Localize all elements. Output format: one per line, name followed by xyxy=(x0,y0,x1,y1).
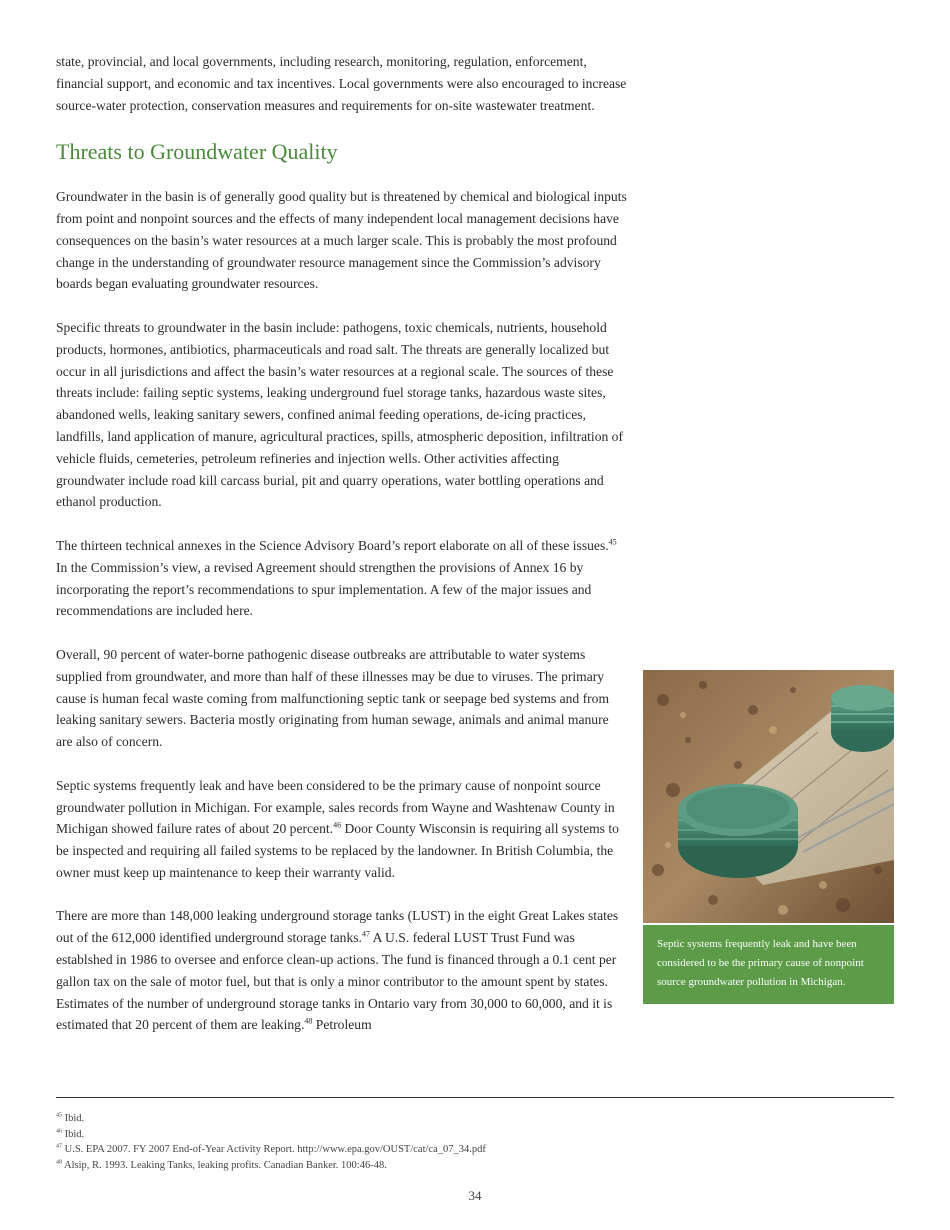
paragraph-3-text-a: The thirteen technical annexes in the Science Advisory Board’s report elaborate on all of these issues. xyxy=(56,537,609,553)
paragraph-5 xyxy=(56,775,628,884)
paragraph-3 xyxy=(56,535,628,622)
footnote-text: Ibid. xyxy=(62,1128,85,1140)
paragraph-6-text-b: A U.S. federal LUST Trust Fund was establshed in 1986 to oversee and enforce clean-up actions. The fund is financed through a 0.1 cent per gallon tax on the sale of motor fuel, but that is only a minor contributor to the amount spent by states. Estimates of the number of underground storage tanks in Ontario vary from 30,000 to 60,000, and it is estimated that 20 percent of them are leaking. xyxy=(56,930,617,1033)
septic-tank-photo xyxy=(643,670,894,923)
footnote-48 xyxy=(56,1158,894,1174)
paragraph-6-text-c: Petroleum xyxy=(312,1017,372,1033)
paragraph-1: Groundwater in the basin is of generally good quality but is threatened by chemical and biological inputs from point and nonpoint sources and the effects of many independent local management decisions have consequences on the basin’s water resources at a much larger scale. This is probably the most profound change in the understanding of groundwater resource management since the Commission’s advisory boards began evaluating groundwater resources. xyxy=(56,189,627,292)
paragraph-2: Specific threats to groundwater in the basin include: pathogens, toxic chemicals, nutrients, household products, hormones, antibiotics, pharmaceuticals and road salt. The threats are generally localized but occur in all jurisdictions and affect the basin’s water resources at a regional scale. The sources of these threats include: failing septic systems, leaking underground fuel storage tanks, hazardous waste sites, abandoned wells, leaking sanitary sewers, confined animal feeding operations, de-icing practices, landfills, land application of manure, agricultural practices, spills, atmospheric deposition, infiltration of vehicle fluids, cemeteries, petroleum refineries and injection wells. Other activities affecting groundwater include road kill carcass burial, pit and quarry operations, water bottling operations and ethanol production. xyxy=(56,319,624,510)
footnotes xyxy=(56,1111,894,1173)
intro-paragraph: state, provincial, and local governments, including research, monitoring, regulation, enforcement, financial support, and economic and tax incentives. Local governments were also encouraged to increase source-water protection, conservation measures and requirements for on-site wastewater treatment. xyxy=(56,54,627,113)
footnote-ref-47: 47 xyxy=(361,929,370,939)
footnote-number: 47 xyxy=(56,1143,62,1150)
footnote-text: Alsip, R. 1993. Leaking Tanks, leaking profits. Canadian Banker. 100:46-48. xyxy=(62,1159,387,1171)
footnote-number: 45 xyxy=(56,1112,62,1119)
footnote-ref-45: 45 xyxy=(608,537,617,547)
footnote-ref-46: 46 xyxy=(333,820,342,830)
paragraph-4: Overall, 90 percent of water-borne pathogenic disease outbreaks are attributable to water systems supplied from groundwater, and more than half of these illnesses may be due to viruses. The primary cause is human fecal waste coming from malfunctioning septic tank or seepage bed systems and from leaking sanitary sewers. Bacteria mostly originating from human sewage, animals and animal manure are also of concern. xyxy=(56,646,610,750)
septic-system-figure xyxy=(643,670,894,1004)
footnote-45 xyxy=(56,1111,894,1127)
footnote-ref-48: 48 xyxy=(304,1016,313,1026)
paragraph-5-text-b: Door County Wisconsin is requiring all systems to be inspected and requiring all failed systems to be replaced by the landowner. In British Columbia, the owner must keep up maintenance to keep their warranty valid. xyxy=(56,821,619,880)
footnote-text: U.S. EPA 2007. FY 2007 End-of-Year Activity Report. http://www.epa.gov/OUST/cat/ca_07_34.pdf xyxy=(62,1144,486,1156)
paragraph-3-text-b: In the Commission’s view, a revised Agreement should strengthen the provisions of Annex 16 by incorporating the report’s recommendations to spur implementation. A few of the major issues and recommendations are included here. xyxy=(56,559,592,619)
footnote-47 xyxy=(56,1142,894,1158)
paragraph-5-text-a: Septic systems frequently leak and have been considered to be the primary cause of nonpoint source groundwater pollution in Michigan. For example, sales records from Wayne and Washtenaw County in Michigan showed failure rates of about 20 percent. xyxy=(56,777,615,837)
figure-caption: Septic systems frequently leak and have been considered to be the primary cause of nonpoint source groundwater pollution in Michigan. xyxy=(643,925,894,1004)
footnote-46 xyxy=(56,1127,894,1143)
footnote-text: Ibid. xyxy=(62,1113,85,1124)
section-heading: Threats to Groundwater Quality xyxy=(56,139,338,165)
paragraph-6 xyxy=(56,905,628,1036)
footnote-number: 48 xyxy=(56,1159,62,1166)
page-number: 34 xyxy=(468,1188,482,1203)
footnote-number: 46 xyxy=(56,1128,62,1135)
main-text-column xyxy=(56,51,628,1036)
paragraph-6-text-a: There are more than 148,000 leaking underground storage tanks (LUST) in the eight Great Lakes states out of the 612,000 identified underground storage tanks. xyxy=(56,908,619,946)
footnote-divider xyxy=(56,1097,894,1098)
